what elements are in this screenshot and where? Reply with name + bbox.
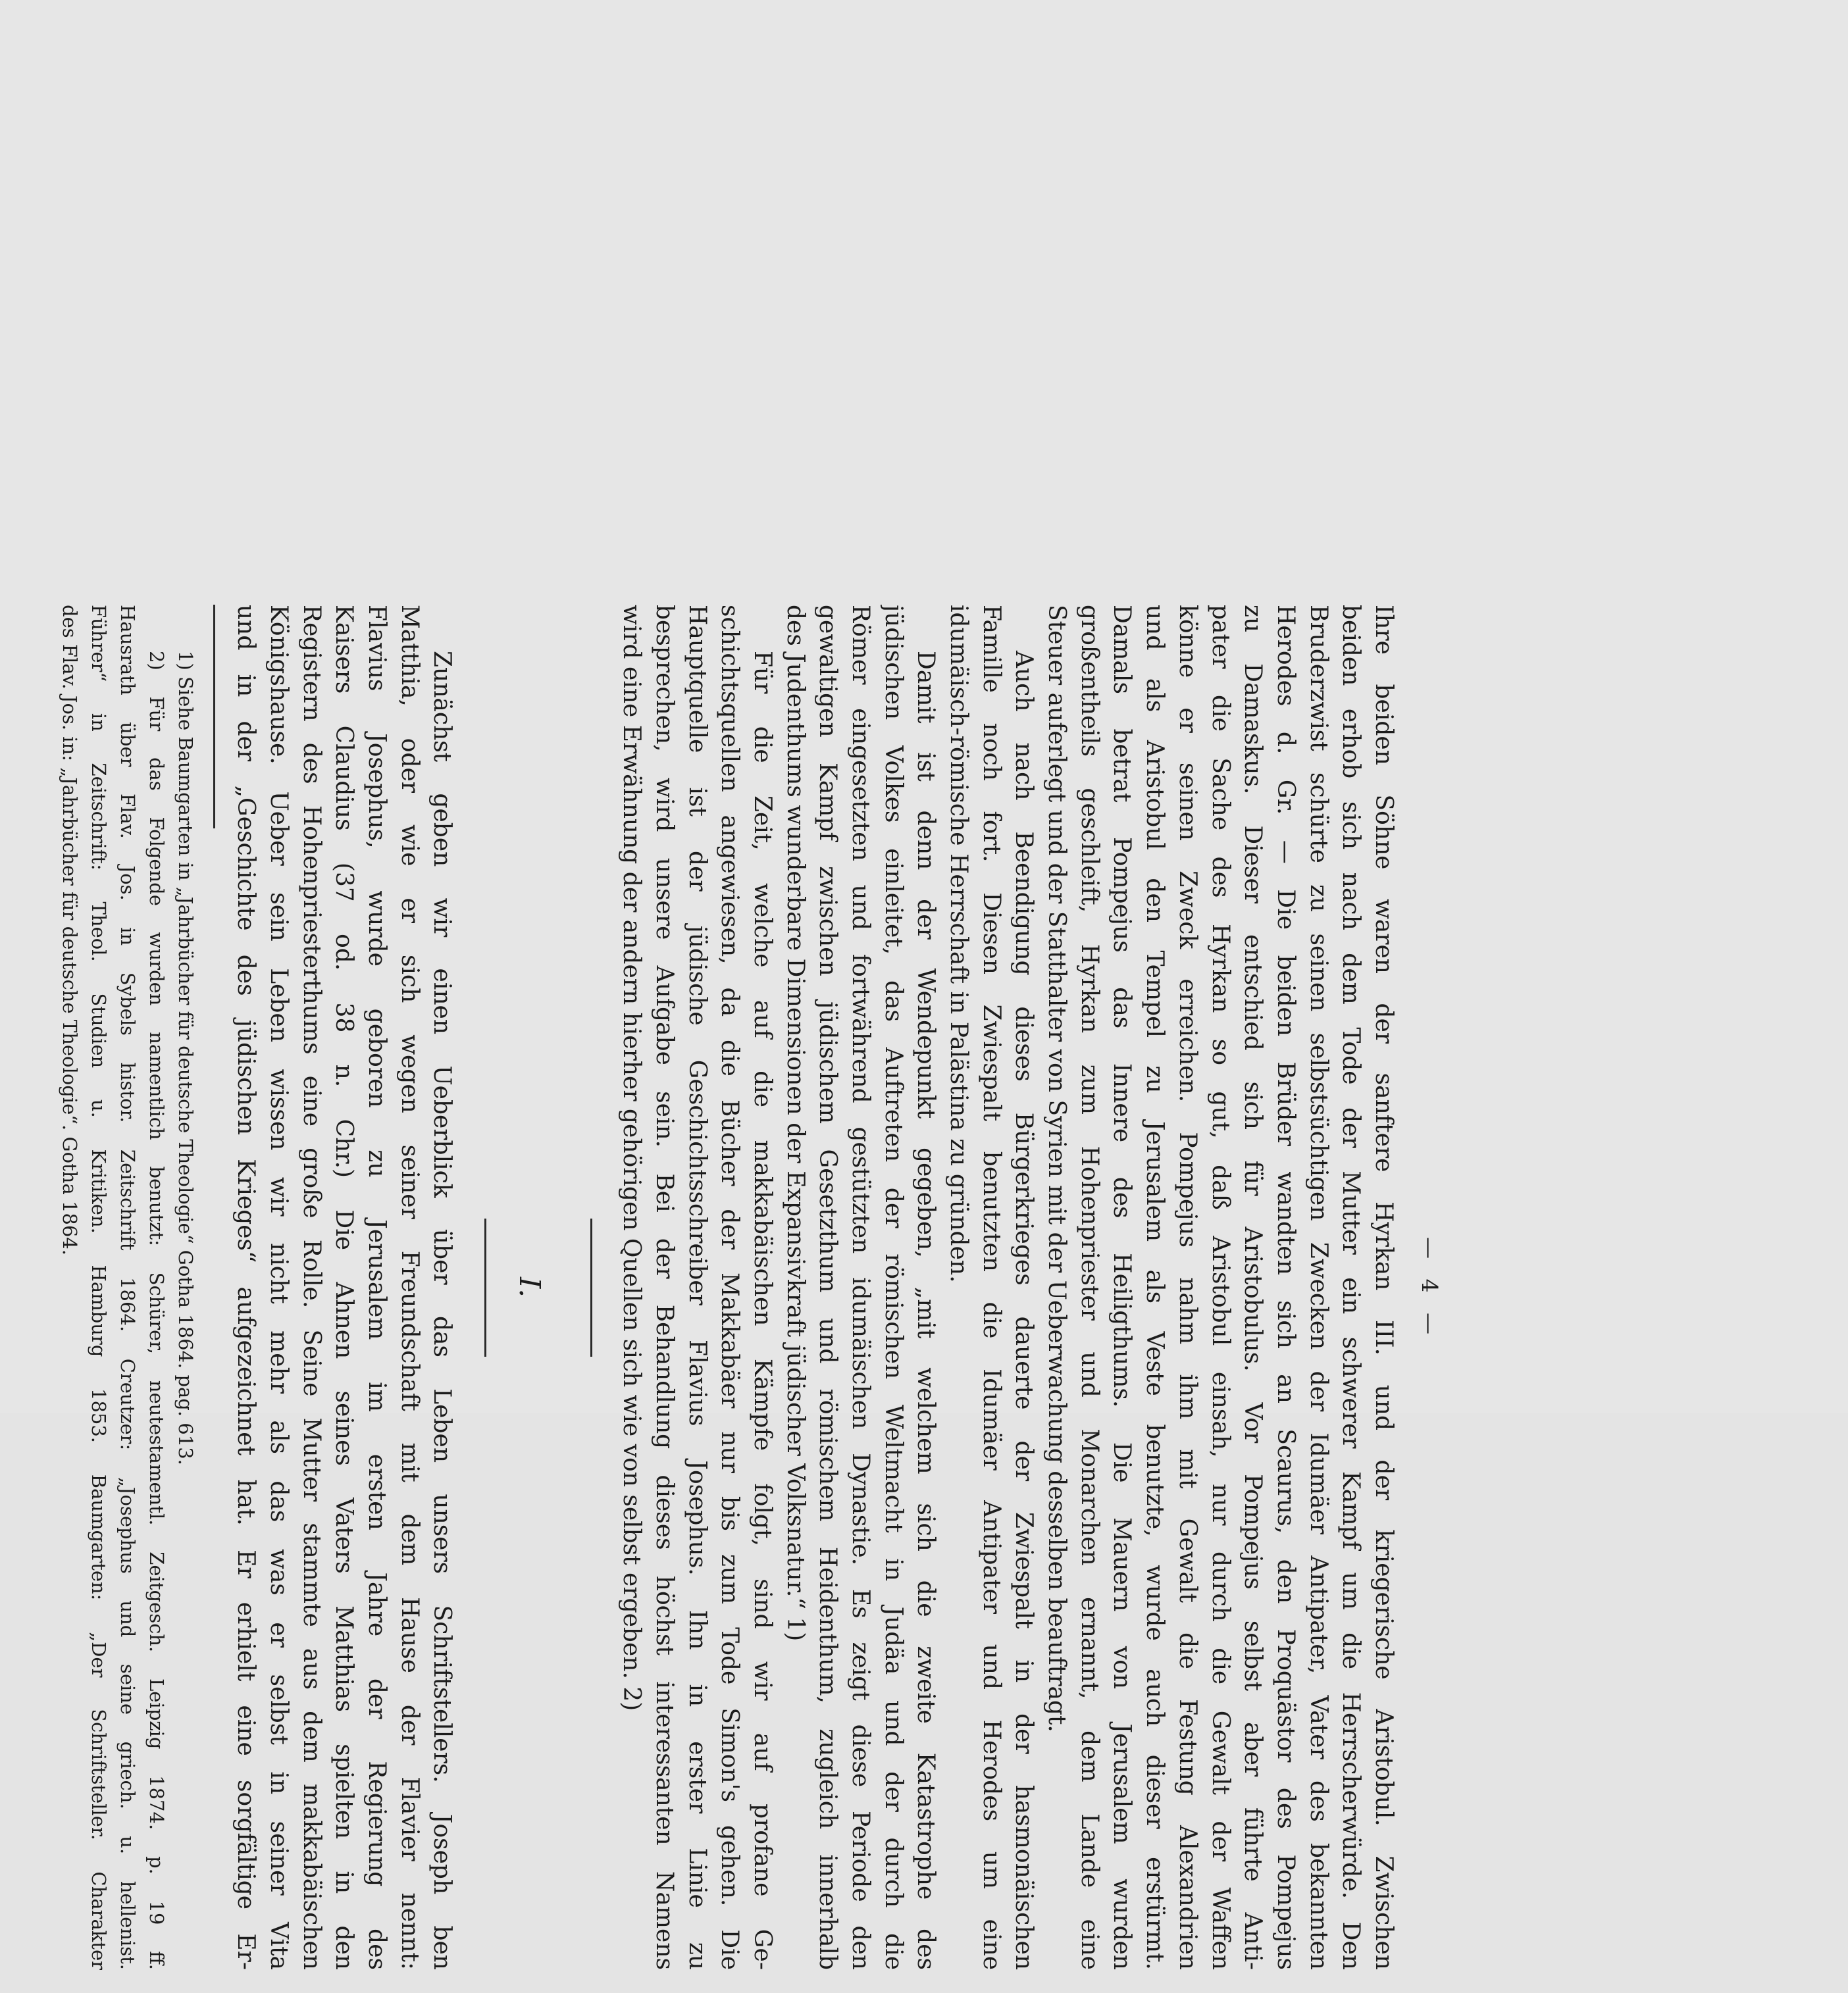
text-line: Auch nach Beendigung dieses Bürgerkrieges dauerte der Zwiespalt in der hasmonäischen [1010,651,1038,1970]
text-line: könne er seinen Zweck erreichen. Pompejus nahm ihm mit Gewalt die Festung Alexandrien [1173,605,1201,1970]
text-line: und als Aristobul den Tempel zu Jerusalem als Veste benutzte, wurde auch dieser erstürmt. [1141,605,1169,1970]
paragraph-3 [779,605,942,1970]
text-line: Kaisers Claudius (37 od. 38 n. Chr.) Die Ahnen seines Vaters Matthias spielten in den [330,605,358,1970]
text-line: Römer eingesetzten und fortwährend gestützten idumäischen Dynastie. Es zeigt diese Periode den [847,605,874,1970]
section-divider-rule [591,1219,593,1357]
text-line: besprechen, wird unsere Aufgabe sein. Bei der Behandlung dieses höchst interessanten Namens [650,605,678,1970]
text-line: Herodes d. Gr. — Die beiden Brüder wandten sich an Scaurus, den Proquästor des Pompejus [1271,605,1299,1970]
footnotes [55,605,200,1970]
paragraph-1 [1040,605,1400,1970]
text-line: gewaltigen Kampf zwischen jüdischem Gesetzthum und römischem Heidenthum, zugleich innerhalb [814,605,842,1970]
text-line: Königshause. Ueber sein Leben wissen wir nicht mehr als das was er selbst in seiner Vita [265,605,293,1970]
text-line: Zunächst geben wir einen Ueberblick über das Leben unsers Schriftstellers. Joseph ben [428,651,456,1970]
paragraph-4 [615,605,779,1970]
footnote-line: 2) Für das Folgende wurden namentlich benutzt: Schürer, neutestamentl. Zeitgesch. Leipzig 1874. p. 19 ff. [145,651,168,1970]
text-line: Bruderzwist schürte zu seinen selbstsüchtigen Zwecken der Idumäer Antipater, Vater des bekannten [1304,605,1332,1970]
footnote-line: Hausrath über Flav. Jos. in Sybels histor. Zeitschrift 1864. Creutzer: „Josephus und seine griech. u. hellenist. [116,605,139,1970]
text-line: Famille noch fort. Diesen Zwiespalt benutzten die Idumäer Antipater und Herodes um eine [977,605,1005,1970]
text-line: Hauptquelle ist der jüdische Geschichtsschreiber Flavius Josephus. Ihn in erster Linie zu [683,605,711,1970]
text-line: des Judenthums wunderbare Dimensionen der Expansivkraft jüdischer Volksnatur.“ 1) [781,605,809,1642]
paragraph-2 [942,605,1040,1970]
text-line: Matthia, oder wie er sich wegen seiner Freundschaft mit dem Hause der Flavier nennt: [396,605,423,1970]
text-line: Flavius Josephus, wurde geboren zu Jerusalem im ersten Jahre der Regierung des [363,605,391,1970]
text-line: Registern des Hohenpriesterthums eine große Rolle. Seine Mutter stammte aus dem makkabäischen [297,605,325,1970]
text-line: Damals betrat Pompejus das Innere des Heiligthums. Die Mauern von Jerusalem wurden [1108,605,1136,1970]
text-line: zu Damaskus. Dieser entschied sich für Aristobulus. Vor Pompejus selbst aber führte Anti- [1239,605,1267,1970]
rotated-page [58,585,1462,1993]
text-line: Steuer auferlegt und der Statthalter von Syrien mit der Ueberwachung desselben beauftragt. [1043,605,1071,1732]
footnote-rule [213,605,215,828]
page-number: — 4 — [1417,1237,1443,1341]
paragraph-5 [230,605,459,1970]
text-line: wird eine Erwähnung der andern hierher gehörigen Quellen sich wie von selbst ergeben. 2) [618,605,646,1711]
text-line: beiden erhob sich nach dem Tode der Mutter ein schwerer Kampf um die Herrscherwürde. Den [1337,605,1365,1970]
text-line: schichtsquellen angewiesen, da die Bücher der Makkabäer nur bis zum Tode Simon's gehen. Die [716,605,744,1970]
text-line: pater die Sache des Hyrkan so gut, daß Aristobul einsah, nur durch die Gewalt der Waffen [1206,605,1234,1970]
footnote-line: des Flav. Jos. in: „Jahrbücher für deutsche Theologie“. Gotha 1864. [58,605,81,1255]
text-line: und in der „Geschichte des jüdischen Krieges“ aufgezeichnet hat. Er erhielt eine sorgfältige Er- [232,605,260,1970]
page-body [55,605,1400,1970]
text-line: Für die Zeit, welche auf die makkabäischen Kämpfe folgt, sind wir auf profane Ge- [748,651,776,1970]
section-numeral: I. [513,1276,547,1298]
text-line: jüdischen Volkes einleitet, das Auftreten der römischen Weltmacht in Judäa und der durch die [879,605,907,1970]
text-line: idumäisch-römische Herrschaft in Palästina zu gründen. [945,605,973,1283]
footnote-line: 1) Siehe Baumgarten in „Jahrbücher für deutsche Theologie“ Gotha 1864. pag. 613. [174,651,197,1465]
section-heading-rule [485,1219,487,1357]
text-line: großentheils geschleift, Hyrkan zum Hohenpriester und Monarchen ernannt, dem Lande eine [1075,605,1103,1970]
footnote-line: Führer“ in Zeitschrift: Theol. Studien u. Kritiken. Hamburg 1853. Baumgarten: „Der Schriftsteller. Charakter [87,605,110,1970]
text-line: Ihre beiden Söhne waren der sanftere Hyrkan III. und der kriegerische Aristobul. Zwischen [1370,605,1397,1970]
text-line: Damit ist denn der Wendepunkt gegeben, „mit welchem sich die zweite Katastrophe des [912,651,940,1970]
